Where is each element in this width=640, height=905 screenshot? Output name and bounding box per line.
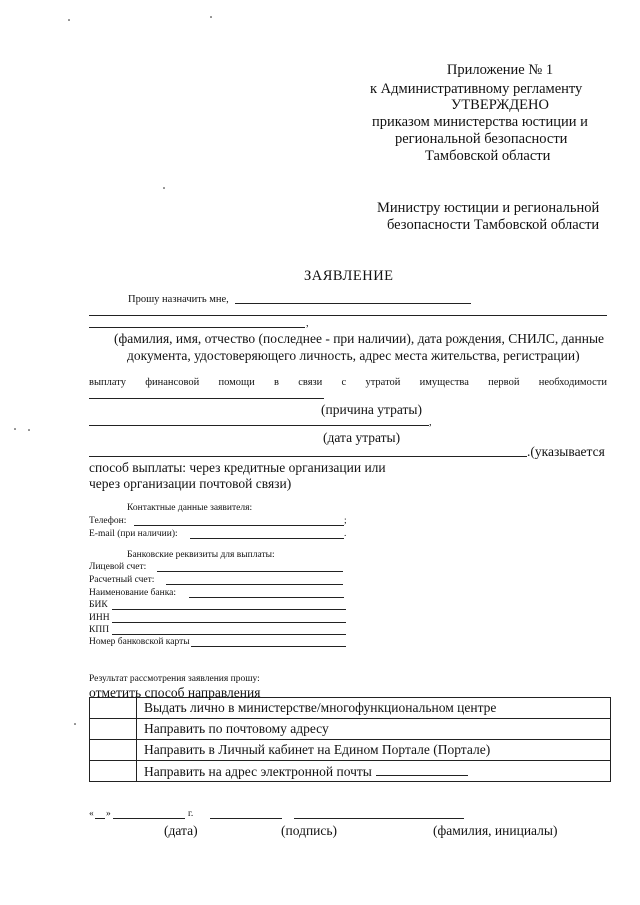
card-number-field[interactable] <box>191 646 346 647</box>
contacts-heading: Контактные данные заявителя: <box>127 503 253 513</box>
bank-field-label: ИНН <box>89 613 110 623</box>
personal-account-field[interactable] <box>157 571 343 572</box>
delivery-method-table <box>89 697 611 782</box>
payment-word: в <box>274 377 279 388</box>
bank-field-label: Номер банковской карты <box>89 637 190 647</box>
email-address-field[interactable] <box>376 763 468 776</box>
mark-label: отметить способ направления <box>89 685 261 700</box>
table-row <box>90 761 611 782</box>
comma: , <box>306 318 309 329</box>
table-row <box>90 698 611 719</box>
appendix-number: Приложение № 1 <box>446 62 554 78</box>
phone-label: Телефон: <box>89 516 127 526</box>
payment-method-field[interactable] <box>89 456 527 457</box>
method-option: Выдать лично в министерстве/многофункциональном центре <box>137 698 611 719</box>
date-month-field[interactable] <box>113 818 185 819</box>
applicant-field-line3[interactable] <box>89 327 305 328</box>
method-checkbox[interactable] <box>90 719 137 740</box>
email-field[interactable] <box>190 538 344 539</box>
applicant-field-line2[interactable] <box>89 315 607 316</box>
bank-field-label: Наименование банка: <box>89 588 177 598</box>
payment-method-line2: способ выплаты: через кредитные организации или <box>89 460 386 475</box>
method-option: Направить в Личный кабинет на Едином Портале (Портале) <box>137 740 611 761</box>
method-option: Направить по почтовому адресу <box>137 719 611 740</box>
payment-word: утратой <box>365 377 401 388</box>
payment-word: связи <box>298 377 323 388</box>
method-checkbox[interactable] <box>90 761 137 782</box>
email-label: E-mail (при наличии): <box>89 529 178 539</box>
date-day-field[interactable] <box>95 818 105 819</box>
method-checkbox[interactable] <box>90 740 137 761</box>
bank-name-field[interactable] <box>189 597 344 598</box>
regulation-reference: к Административному регламенту <box>370 81 583 97</box>
bank-field-label: КПП <box>89 625 110 635</box>
name-field[interactable] <box>294 818 464 819</box>
date-quote-open: « <box>89 809 94 819</box>
signature-caption: (подпись) <box>281 823 338 838</box>
name-caption: (фамилия, инициалы) <box>433 823 558 838</box>
year-suffix: г. <box>188 809 194 819</box>
bik-field[interactable] <box>112 609 346 610</box>
email-end: . <box>344 529 347 539</box>
result-label: Результат рассмотрения заявления прошу: <box>89 674 260 684</box>
scan-speck <box>28 429 30 431</box>
scan-speck <box>163 187 165 189</box>
payment-text <box>89 376 607 389</box>
method-checkbox[interactable] <box>90 698 137 719</box>
bank-heading: Банковские реквизиты для выплаты: <box>127 550 275 560</box>
payment-word: с <box>341 377 347 388</box>
loss-reason-field[interactable] <box>89 398 324 399</box>
person-caption-line1: (фамилия, имя, отчество (последнее - при наличии), дата рождения, СНИЛС, данные <box>114 331 605 346</box>
bank-field-label: Лицевой счет: <box>89 562 147 572</box>
payment-word: имущества <box>419 377 469 388</box>
order-reference-line3: Тамбовской области <box>425 148 551 164</box>
applicant-field-line1[interactable] <box>235 303 471 304</box>
order-reference: приказом министерства юстиции и <box>372 114 588 130</box>
payment-word: необходимости <box>538 377 607 388</box>
loss-date-caption: (дата утраты) <box>323 430 401 445</box>
order-reference-line2: региональной безопасности <box>395 131 568 147</box>
signature-field[interactable] <box>210 818 282 819</box>
bank-field-label: БИК <box>89 600 108 610</box>
scan-speck <box>210 16 212 18</box>
settlement-account-field[interactable] <box>166 584 343 585</box>
payment-word: помощи <box>218 377 255 388</box>
addressee-line1: Министру юстиции и региональной <box>377 200 600 216</box>
page-title: ЗАЯВЛЕНИЕ <box>304 268 394 284</box>
phone-end: ; <box>344 516 347 526</box>
bank-field-label: Расчетный счет: <box>89 575 155 585</box>
table-row <box>90 740 611 761</box>
payment-word: финансовой <box>145 377 200 388</box>
method-option: Направить на адрес электронной почты <box>144 763 372 779</box>
payment-method-suffix: .(указывается <box>527 444 605 459</box>
person-caption-line2: документа, удостоверяющего личность, адрес места жительства, регистрации) <box>127 348 580 363</box>
addressee-line2: безопасности Тамбовской области <box>387 217 600 233</box>
request-label: Прошу назначить мне, <box>128 294 229 305</box>
approved-stamp: УТВЕРЖДЕНО <box>451 97 549 113</box>
payment-word: выплату <box>89 377 126 388</box>
scan-speck <box>14 428 16 430</box>
date-quote-close: » <box>106 809 111 819</box>
scan-speck <box>68 19 70 21</box>
phone-field[interactable] <box>134 525 344 526</box>
loss-date-field[interactable] <box>89 425 429 426</box>
kpp-field[interactable] <box>112 634 346 635</box>
table-row <box>90 719 611 740</box>
method-option-email <box>137 761 611 782</box>
loss-reason-caption: (причина утраты) <box>321 402 422 417</box>
date-caption: (дата) <box>164 823 198 838</box>
comma-2: , <box>429 417 432 428</box>
payment-word: первой <box>488 377 520 388</box>
payment-method-line3: через организации почтовой связи) <box>89 476 292 491</box>
scan-speck <box>74 723 76 725</box>
inn-field[interactable] <box>112 622 346 623</box>
